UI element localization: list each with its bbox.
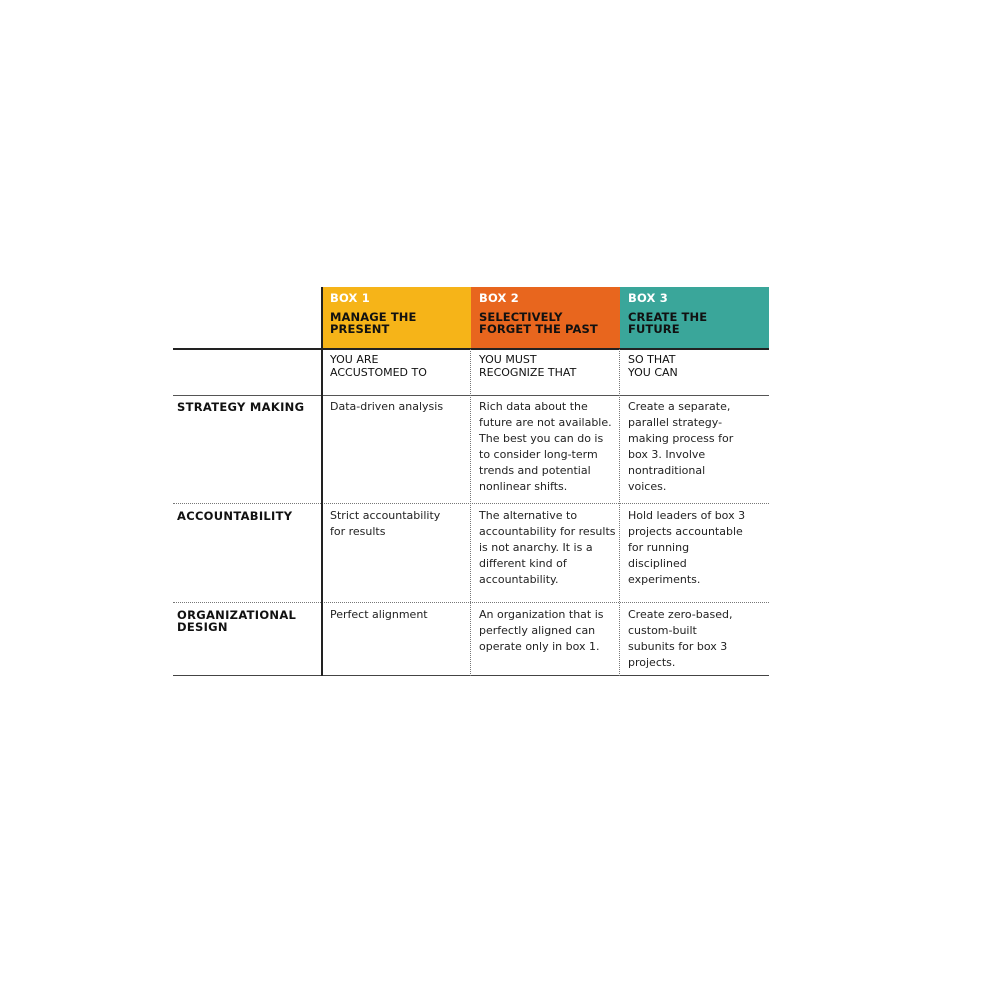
rule-left-column-divider bbox=[321, 287, 323, 676]
rule-below-row-1 bbox=[173, 503, 769, 504]
header-box-3-number: BOX 3 bbox=[628, 291, 669, 305]
row-organizational-design-box-3: Create zero-based, custom-built subunits for box 3 projects. bbox=[628, 608, 733, 669]
header-box-3-title: CREATE THE FUTURE bbox=[628, 310, 708, 336]
row-organizational-design-box-1: Perfect alignment bbox=[330, 608, 428, 621]
header-box-1 bbox=[322, 287, 471, 349]
row-accountability-box-3: Hold leaders of box 3 projects accountable for running disciplined experiments. bbox=[628, 509, 746, 586]
subheader-box-1: YOU ARE ACCUSTOMED TO bbox=[330, 353, 427, 379]
rule-below-row-2 bbox=[173, 602, 769, 603]
header-box-2 bbox=[471, 287, 620, 349]
header-box-2-title: SELECTIVELY FORGET THE PAST bbox=[479, 310, 598, 336]
subheader-box-3: SO THAT YOU CAN bbox=[628, 353, 678, 379]
row-label-strategy-making: STRATEGY MAKING bbox=[177, 400, 305, 414]
row-strategy-making-box-2: Rich data about the future are not available. The best you can do is to consider long-term trends and potential nonlinear shifts. bbox=[479, 400, 612, 493]
row-accountability-box-2: The alternative to accountability for results is not anarchy. It is a different kind of accountability. bbox=[479, 509, 616, 586]
framework-table bbox=[173, 287, 769, 676]
rule-divider-box-1-2 bbox=[470, 349, 471, 676]
header-box-3 bbox=[620, 287, 769, 349]
subheader-box-2: YOU MUST RECOGNIZE THAT bbox=[479, 353, 577, 379]
row-label-organizational-design: ORGANIZATIONAL DESIGN bbox=[177, 608, 297, 634]
row-strategy-making-box-1: Data-driven analysis bbox=[330, 400, 444, 413]
row-accountability-box-1: Strict accountability for results bbox=[330, 509, 441, 538]
rule-divider-box-2-3 bbox=[619, 349, 620, 676]
row-organizational-design-box-2: An organization that is perfectly aligned can operate only in box 1. bbox=[479, 608, 604, 653]
header-box-2-number: BOX 2 bbox=[479, 291, 520, 305]
header-box-1-number: BOX 1 bbox=[330, 291, 371, 305]
rule-below-subheader bbox=[173, 395, 769, 396]
row-strategy-making-box-3: Create a separate, parallel strategy-making process for box 3. Involve nontraditional voices. bbox=[628, 400, 734, 493]
header-box-1-title: MANAGE THE PRESENT bbox=[330, 310, 417, 336]
rule-table-bottom bbox=[173, 675, 769, 676]
row-label-accountability: ACCOUNTABILITY bbox=[177, 509, 293, 523]
rule-below-header bbox=[173, 348, 769, 350]
